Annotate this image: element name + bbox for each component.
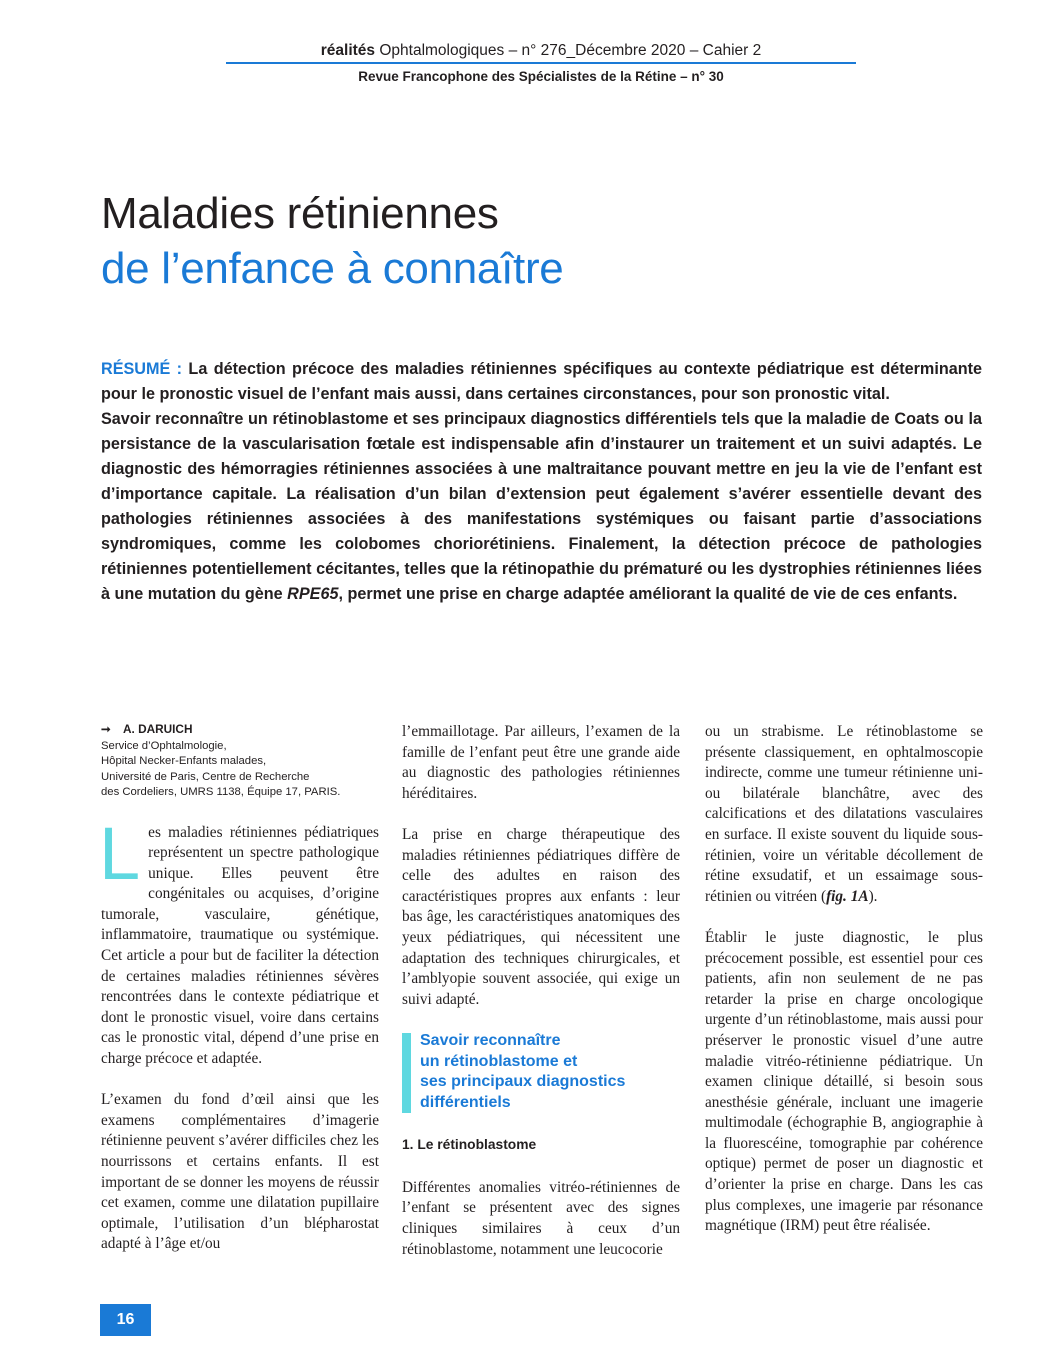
author-name: A. DARUICH xyxy=(123,722,193,736)
abstract-paragraph-2 xyxy=(101,407,982,607)
section-heading-line1: Savoir reconnaître xyxy=(420,1031,561,1049)
author-name-line xyxy=(101,722,379,739)
author-affiliation-2: Hôpital Necker-Enfants malades, xyxy=(101,755,267,767)
arrow-right-icon: ➞ xyxy=(101,724,111,736)
abstract-p2-text-b: , permet une prise en charge adaptée améliorant la qualité de vie de ces enfants. xyxy=(338,585,958,603)
figure-reference-link[interactable]: fig. 1A xyxy=(826,887,869,905)
subsection-heading: 1. Le rétinoblastome xyxy=(402,1137,537,1153)
article-title-line1: Maladies rétiniennes xyxy=(101,189,499,238)
section-heading-line3: ses principaux diagnostics xyxy=(420,1073,626,1091)
running-header-journal xyxy=(226,42,856,60)
author-affiliation-1: Service d’Ophtalmologie, xyxy=(101,739,227,752)
article-title-line2: de l’enfance à connaître xyxy=(101,244,564,293)
abstract-paragraph-1 xyxy=(101,357,982,407)
intro-paragraph-1 xyxy=(99,811,379,1070)
section-heading-line2: un rétinoblastome et xyxy=(420,1052,578,1070)
abstract-p2-text-a: Savoir reconnaître un rétinoblastome et ses principaux diagnostics différentiels tels que la maladie de Coats ou la persistance de la vascularisation fœtale est indispensable afin d’instaurer un traitement et un suivi adaptés. Le diagnostic des hémorragies rétiniennes associées à une maltraitance pouvant mettre en jeu la vie de l’enfant est d’importance capitale. La réalisation d’un bilan d’extension peut également s’avérer essentielle devant des pathologies rétiniennes associées à des manifestations systémiques ou faisant partie d’associations syndromiques, comme les colobomes choriorétiniens. Finalement, la détection précoce de pathologies rétiniennes potentiellement cécitantes, telles que la rétinopathie du prématuré ou les dystrophies rétiniennes liées à une mutation du gène xyxy=(101,410,982,603)
intro-paragraph-1-text: es maladies rétiniennes pédiatriques représentent un spectre pathologique unique. Elles peuvent être congénitales ou acquises, d’origine tumorale, vasculaire, génétique, inflammatoire, traumatique ou systémique. Cet article a pour but de faciliter la détection de certaines maladies rétiniennes sévères rencontrées dans le contexte pédiatrique et dont le pronostic visuel, voire dans certains cas le pronostic vital, dépend d’une prise en charge précoce et adaptée. xyxy=(101,823,379,1068)
col2-paragraph-3: Différentes anomalies vitréo-rétiniennes de l’enfant se présentent avec des signes cliniques similaires à ceux d’un rétinoblastome, notamment une leucocorie xyxy=(402,1178,680,1258)
col3-paragraph-2: Établir le juste diagnostic, le plus précocement possible, est essentiel pour ces patients, afin non seulement de ne pas retarder la prise en charge oncologique urgente d’un rétinoblastome, mais aussi pour préserver le pronostic visuel d’une autre maladie vitréo-rétinienne pédiatrique. Un examen clinique détaillé, si besoin sous anesthésie générale, incluant une imagerie multimodale (échographie B, angiographie à la fluorescéine, tomographie par cohérence optique) permet de poser un diagnostic et d’orienter la prise en charge. Dans les cas plus complexes, une imagerie par résonance magnétique (IRM) peut être réalisée. xyxy=(705,928,983,1235)
author-affiliation-4: des Cordeliers, UMRS 1138, Équipe 17, PARIS. xyxy=(101,786,341,798)
section-heading xyxy=(402,1031,680,1113)
abstract-p1-text: La détection précoce des maladies rétiniennes spécifiques au contexte pédiatrique est déterminante pour le pronostic visuel de l’enfant mais aussi, dans certaines circonstances, pour son pronostic vital. xyxy=(101,360,982,403)
abstract xyxy=(101,357,982,607)
article-title xyxy=(101,186,563,296)
col3-p1-text-b: ). xyxy=(868,887,878,905)
section-heading-bar xyxy=(402,1033,411,1113)
column-3 xyxy=(705,722,983,1257)
column-2 xyxy=(402,722,680,1281)
journal-issue: Ophtalmologiques – n° 276_Décembre 2020 – Cahier 2 xyxy=(375,42,762,59)
abstract-gene-name: RPE65 xyxy=(287,585,339,603)
author-affiliation-3: Université de Paris, Centre de Recherche xyxy=(101,770,310,783)
col2-paragraph-2: La prise en charge thérapeutique des maladies rétiniennes pédiatriques diffère de celle des adultes en raison des caractéristiques propres aux enfants : leur bas âge, les caractéristiques anatomiques des yeux pédiatriques, qui nécessitent une adaptation des techniques chirurgicales, et l’amblyopie souvent associée, qui exige un suivi adapté. xyxy=(402,825,680,1008)
col3-p1-text-a: ou un strabisme. Le rétinoblastome se présente classiquement, en ophtalmoscopie indirecte, comme une tumeur rétinienne uni- ou bilatérale blanchâtre, avec des calcifications et des dilatations vasculaires en surface. Il existe souvent du liquide sous-rétinien, voire un véritable décollement de rétine exsudatif, et un essaimage sous-rétinien ou vitréen ( xyxy=(705,723,983,905)
author-block xyxy=(101,722,379,801)
header-rule xyxy=(226,62,856,64)
column-1 xyxy=(101,722,379,1276)
drop-cap: L xyxy=(99,811,141,895)
section-heading-line4: différentiels xyxy=(420,1093,511,1111)
col3-paragraph-1 xyxy=(705,722,983,907)
col2-paragraph-1: l’emmaillotage. Par ailleurs, l’examen de la famille de l’enfant peut être une grande aide au diagnostic des pathologies rétiniennes héréditaires. xyxy=(402,723,680,802)
journal-name: réalités xyxy=(320,42,376,59)
intro-paragraph-2: L’examen du fond d’œil ainsi que les examens complémentaires d’imagerie rétinienne peuvent s’avérer difficiles chez les nourrissons et certains enfants. Il est important de se donner les moyens de réussir cet examen, comme une dilatation pupillaire optimale, l’utilisation d’un blépharostat adapté à l’âge et/ou xyxy=(101,1091,379,1253)
running-header-revue: Revue Francophone des Spécialistes de la Rétine – n° 30 xyxy=(358,69,724,84)
abstract-label: RÉSUMÉ : xyxy=(101,360,183,378)
page-number: 16 xyxy=(100,1304,151,1336)
